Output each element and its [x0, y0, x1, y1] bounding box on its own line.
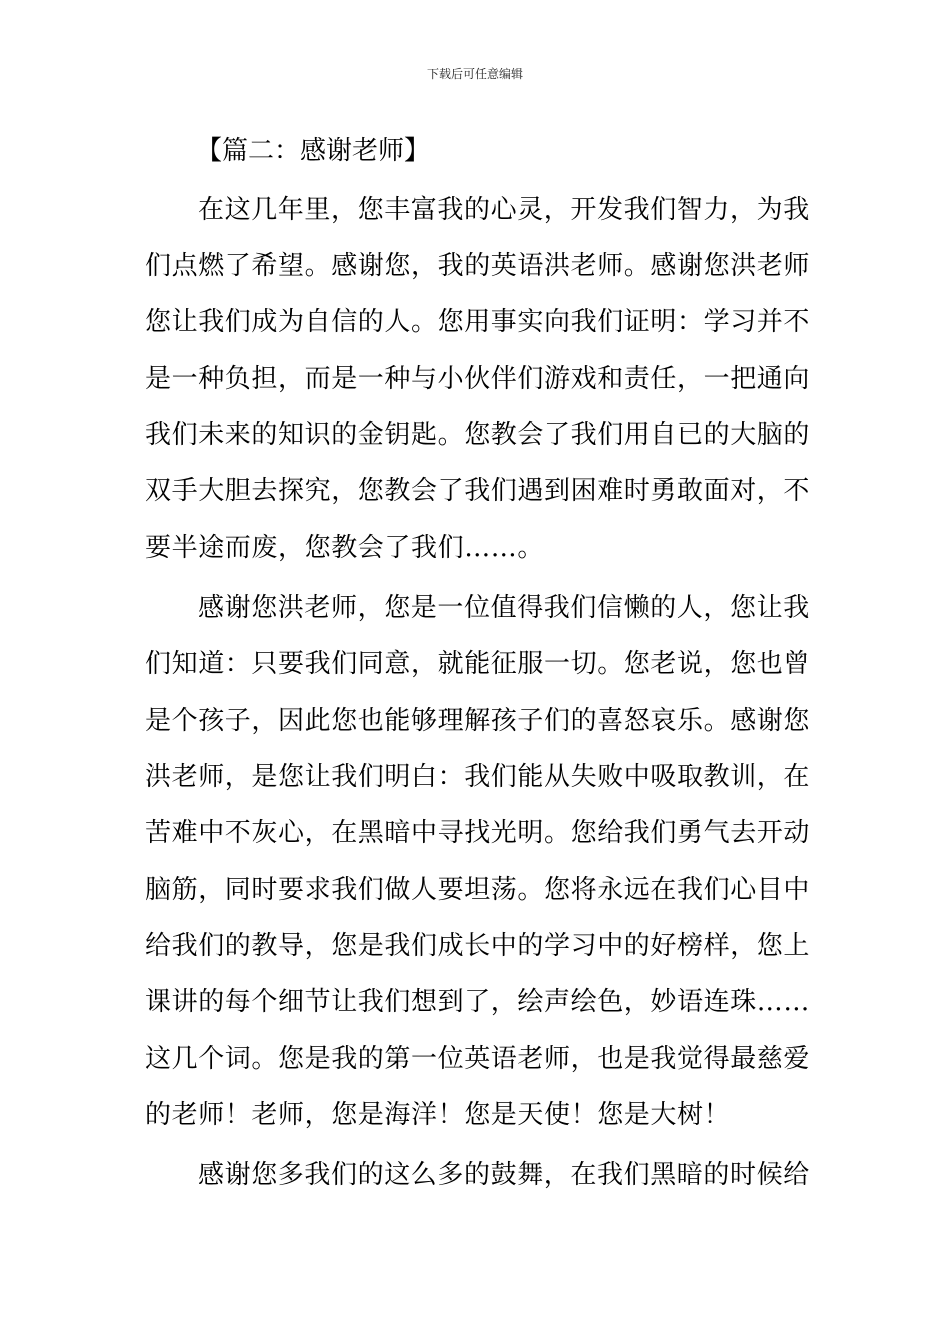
paragraph-2-line-9: 这几个词。您是我的第一位英语老师，也是我觉得最慈爱	[145, 1044, 811, 1074]
paragraph-1-line-6: 双手大胆去探究，您教会了我们遇到困难时勇敢面对，不	[145, 476, 811, 506]
paragraph-1-line-3: 您让我们成为自信的人。您用事实向我们证明：学习并不	[145, 307, 811, 337]
paragraph-2-line-5: 苦难中不灰心，在黑暗中寻找光明。您给我们勇气去开动	[145, 818, 811, 848]
paragraph-1-line-2: 们点燃了希望。感谢您，我的英语洪老师。感谢您洪老师	[145, 251, 811, 281]
paragraph-2-line-7: 给我们的教导，您是我们成长中的学习中的好榜样，您上	[145, 931, 811, 961]
paragraph-1-line-7: 要半途而废，您教会了我们……。	[145, 533, 545, 563]
paragraph-2-line-3: 是个孩子，因此您也能够理解孩子们的喜怒哀乐。感谢您	[145, 706, 811, 736]
paragraph-3-line-1: 感谢您多我们的这么多的鼓舞，在我们黑暗的时候给	[198, 1160, 810, 1190]
paragraph-1-line-4: 是一种负担，而是一种与小伙伴们游戏和责任，一把通向	[145, 364, 811, 394]
paragraph-1-line-1: 在这几年里，您丰富我的心灵，开发我们智力，为我	[198, 195, 810, 225]
page-header-note: 下载后可任意编辑	[426, 67, 523, 81]
paragraph-2-line-8: 课讲的每个细节让我们想到了，绘声绘色，妙语连珠……	[145, 987, 811, 1017]
document-heading: 【篇二：感谢老师】	[196, 136, 431, 166]
paragraph-2-line-10: 的老师！老师，您是海洋！您是天使！您是大树！	[145, 1100, 731, 1130]
paragraph-2-line-6: 脑筋，同时要求我们做人要坦荡。您将永远在我们心目中	[145, 875, 811, 905]
paragraph-2-line-4: 洪老师，是您让我们明白：我们能从失败中吸取教训，在	[145, 762, 811, 792]
paragraph-2-line-2: 们知道：只要我们同意，就能征服一切。您老说，您也曾	[145, 649, 811, 679]
paragraph-1-line-5: 我们未来的知识的金钥匙。您教会了我们用自已的大脑的	[145, 420, 811, 450]
paragraph-2-line-1: 感谢您洪老师，您是一位值得我们信懒的人，您让我	[198, 593, 810, 623]
